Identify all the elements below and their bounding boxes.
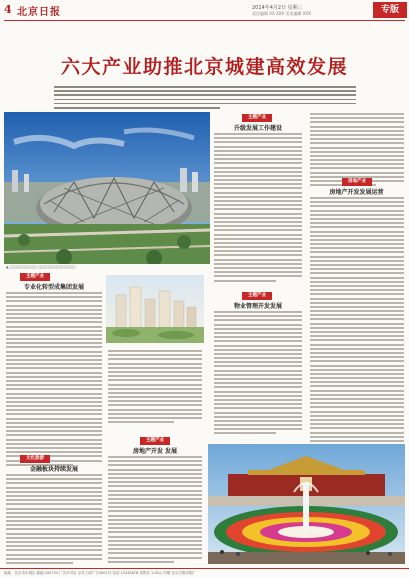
buildings-photo: [106, 275, 204, 343]
section-tag-5: 主题产业: [242, 292, 272, 300]
tiananmen-photo: [208, 444, 405, 564]
buildings-photo-image: [106, 275, 204, 343]
stadium-photo: [4, 112, 210, 264]
paper-name: 北京日报: [17, 7, 61, 18]
issue-date: 2014年4月2日 星期三: [252, 5, 303, 11]
article-left-lower-text: [6, 474, 102, 566]
section-title-1: 专业化转型成集团发展: [23, 284, 84, 291]
section-tag-1: 主题产业: [20, 273, 50, 281]
page-footer: 地址：北京市东城区 邮编 100734 广告许可证 京东工商广字0001号 电话 12345678 零售价 1.00元 印刷 北京日报印刷厂: [0, 568, 409, 578]
header-rule: [4, 20, 405, 21]
tiananmen-photo-image: [208, 444, 405, 564]
section-tag-6: 房地产业: [342, 178, 372, 186]
editor-line: 责任编辑 XX XXX 美术编辑 XXX: [252, 11, 312, 16]
page-number: 4: [4, 3, 12, 16]
stadium-caption: ▲ ░░░░░░░░░░ ░░░░░░░░░░░░░░: [6, 265, 76, 269]
article-left-text: [6, 292, 102, 468]
article-rc-text: [214, 133, 302, 284]
article-right-lower-text: [310, 197, 404, 448]
article-rc-lower-text: [214, 311, 302, 437]
section-title-6: 房地产开发发展运营: [329, 189, 384, 196]
section-badge: 专版: [373, 2, 407, 18]
article-mid-lower-text: [108, 456, 202, 565]
lead-paragraph: [54, 86, 356, 111]
page-headline: 六大产业助推北京城建高效发展: [60, 56, 348, 78]
section-title-2: 金融板块持续发展: [29, 466, 78, 473]
stadium-photo-image: [4, 112, 210, 264]
section-title-3: 房地产开发 发展: [132, 448, 178, 455]
section-title-4: 升级发展工作建设: [233, 125, 282, 132]
section-tag-4: 主题产业: [242, 114, 272, 122]
section-title-5: 物业管理开发发展: [233, 303, 282, 310]
section-tag-2: 文化旅游: [20, 455, 50, 463]
article-mid-text: [108, 350, 202, 425]
section-tag-3: 主题产业: [140, 437, 170, 445]
